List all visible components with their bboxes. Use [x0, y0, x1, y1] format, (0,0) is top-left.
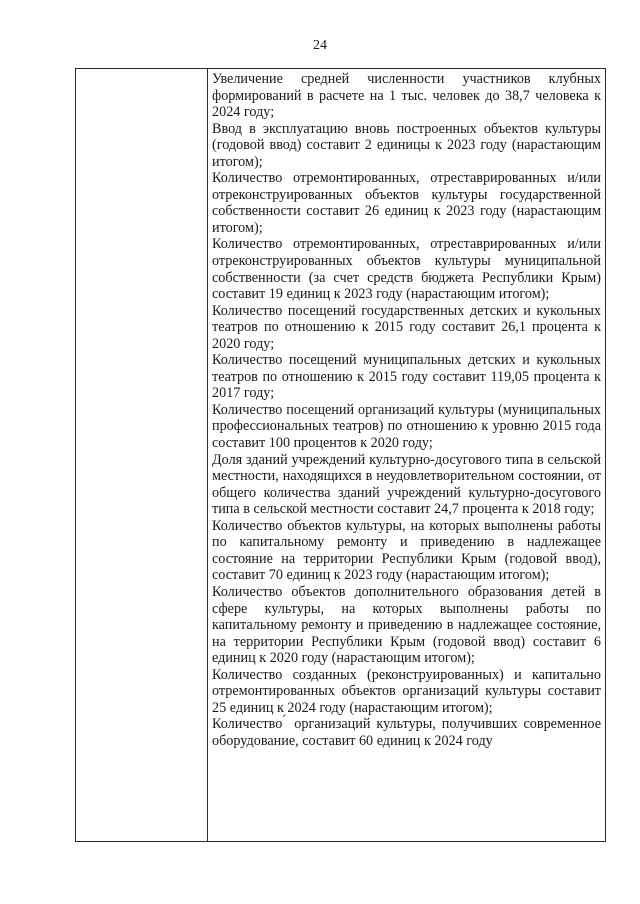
indicator-paragraph: Количество объектов культуры, на которых выполнены работы по капитальному ремонту и приведению в надлежащее состояние на территории Республики Крым (годовой ввод), составит 70 единиц к 2023 году (нарастающим итогом); — [212, 517, 601, 584]
indicator-paragraph: Количество посещений государственных детских и кукольных театров по отношению к 2015 году составит 26,1 процента к 2020 году; — [212, 302, 601, 352]
indicator-paragraph: Ввод в эксплуатацию вновь построенных объектов культуры (годовой ввод) составит 2 единицы к 2023 году (нарастающим итогом); — [212, 120, 601, 170]
indicator-paragraph: Количество отремонтированных, отреставрированных и/или отреконструированных объектов культуры государственной собственности составит 26 единиц к 2023 году (нарастающим итогом); — [212, 170, 601, 236]
content-table — [75, 68, 606, 842]
indicator-paragraph: Количество ́ организаций культуры, получивших современное оборудование, составит 60 единиц к 2024 году — [212, 716, 601, 749]
right-table-cell — [212, 71, 601, 749]
indicator-paragraph: Количество отремонтированных, отреставрированных и/или отреконструированных объектов культуры муниципальной собственности (за счет средств бюджета Республики Крым) составит 19 единиц к 2023 году (нарастающим итогом); — [212, 236, 601, 303]
page-number: 24 — [313, 38, 327, 53]
indicator-paragraph: Количество объектов дополнительного образования детей в сфере культуры, на которых выполнены работы по капитальному ремонту и приведению в надлежащее состояние, на территории Республики Крым (годовой ввод) составит 6 единиц к 2020 году (нарастающим итогом); — [212, 583, 601, 667]
indicator-paragraph: Увеличение средней численности участников клубных формирований в расчете на 1 тыс. человек до 38,7 человека к 2024 году; — [212, 71, 601, 121]
indicator-paragraph: Доля зданий учреждений культурно-досугового типа в сельской местности, находящихся в неудовлетворительном состоянии, от общего количества зданий учреждений культурно-досугового типа в сельской местности составит 24,7 процента к 2018 году; — [212, 451, 601, 518]
column-divider — [207, 69, 208, 841]
indicator-paragraph: Количество посещений организаций культуры (муниципальных профессиональных театров) по отношению к уровню 2015 года составит 100 процентов к 2020 году; — [212, 401, 601, 452]
left-table-cell — [76, 69, 207, 841]
indicator-paragraph: Количество созданных (реконструированных) и капитально отремонтированных объектов организаций культуры составит 25 единиц к 2024 году (нарастающим итогом); — [212, 666, 601, 716]
indicator-paragraph: Количество посещений муниципальных детских и кукольных театров по отношению к 2015 году составит 119,05 процента к 2017 году; — [212, 352, 601, 402]
